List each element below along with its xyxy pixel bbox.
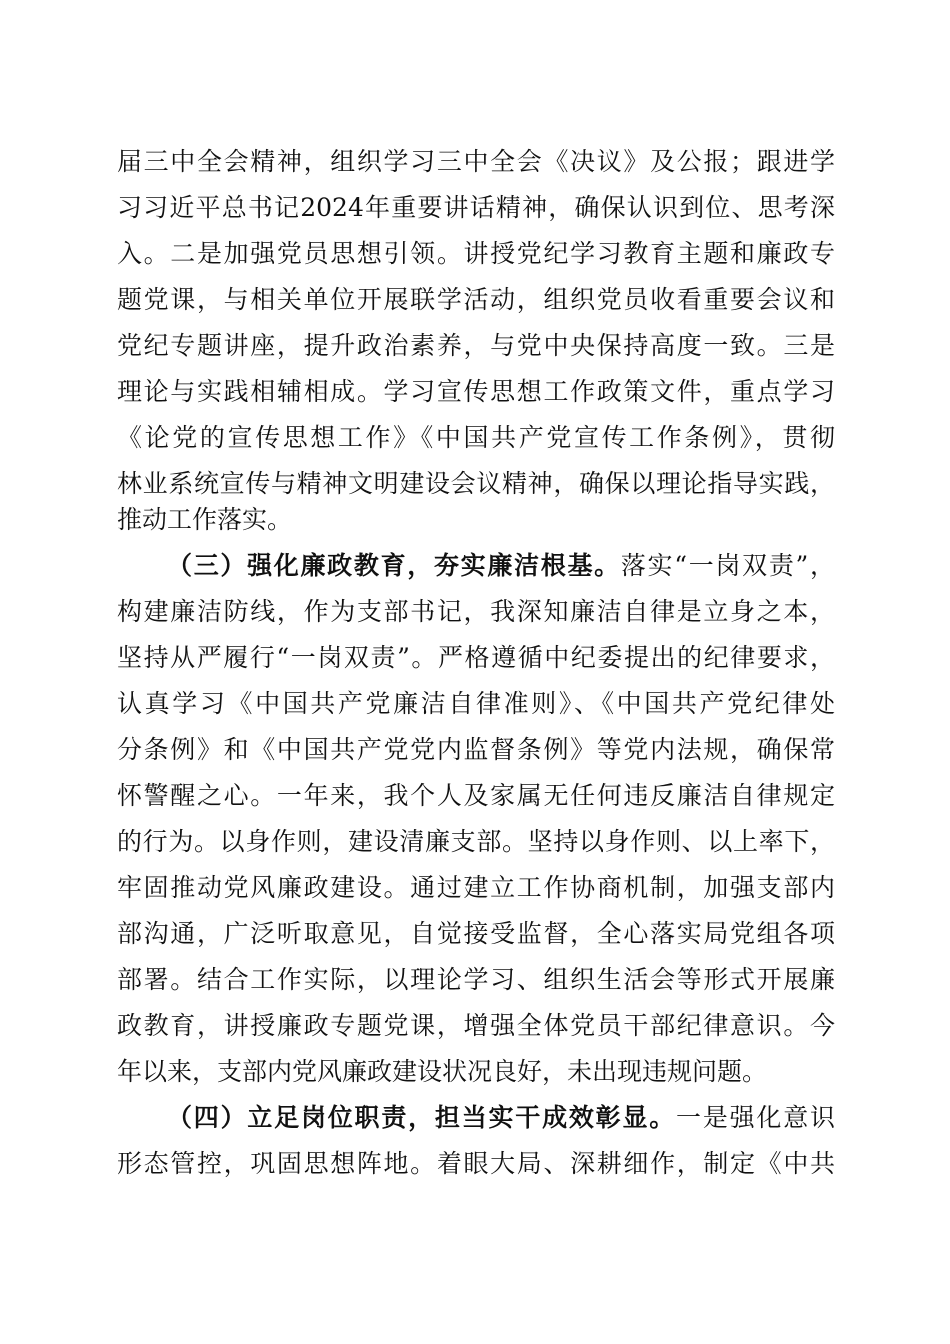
text-line: 年以来，支部内党风廉政建设状况良好，未出现违规问题。 [117,1057,768,1086]
section-heading: （四）立足岗位职责，担当实干成效彰显。 [167,1103,677,1132]
text-line: 理论与实践相辅相成。学习宣传思想工作政策文件，重点学习 [117,377,835,406]
text-line: 坚持从严履行“一岗双责”。严格遵循中纪委提出的纪律要求， [117,643,835,672]
section-first-line [167,544,835,588]
text-line: 形态管控，巩固思想阵地。着眼大局、深耕细作，制定《中共 [117,1149,835,1178]
text-line: 构建廉洁防线，作为支部书记，我深知廉洁自律是立身之本， [117,597,835,626]
text-line: 的行为。以身作则，建设清廉支部。坚持以身作则、以上率下， [117,827,835,856]
text-line: 部署。结合工作实际，以理论学习、组织生活会等形式开展廉 [117,965,835,994]
text-line: 牢固推动党风廉政建设。通过建立工作协商机制，加强支部内 [117,873,835,902]
text-line: 届三中全会精神，组织学习三中全会《决议》及公报；跟进学 [117,147,835,176]
text-line: 林业系统宣传与精神文明建设会议精神，确保以理论指导实践， [117,469,835,498]
text-line: 题党课，与相关单位开展联学活动，组织党员收看重要会议和 [117,285,835,314]
section-first-line [167,1096,835,1140]
text-line: 入。二是加强党员思想引领。讲授党纪学习教育主题和廉政专 [117,239,835,268]
text-line: 分条例》和《中国共产党党内监督条例》等党内法规，确保常 [117,735,835,764]
text-line: 推动工作落实。 [117,505,293,534]
section-heading: （三）强化廉政教育，夯实廉洁根基。 [167,551,621,580]
text-line: 怀警醒之心。一年来，我个人及家属无任何违反廉洁自律规定 [117,781,835,810]
section-lead-text: 一是强化意识 [676,1103,835,1132]
text-line: 党纪专题讲座，提升政治素养，与党中央保持高度一致。三是 [117,331,835,360]
text-line: 习习近平总书记2024年重要讲话精神，确保认识到位、思考深 [117,193,835,222]
section-lead-text: 落实“一岗双责”， [620,551,835,580]
text-line: 部沟通，广泛听取意见，自觉接受监督，全心落实局党组各项 [117,919,835,948]
text-line: 《论党的宣传思想工作》《中国共产党宣传工作条例》，贯彻 [117,423,835,452]
text-line: 认真学习《中国共产党廉洁自律准则》、《中国共产党纪律处 [117,689,835,718]
text-line: 政教育，讲授廉政专题党课，增强全体党员干部纪律意识。今 [117,1011,835,1040]
